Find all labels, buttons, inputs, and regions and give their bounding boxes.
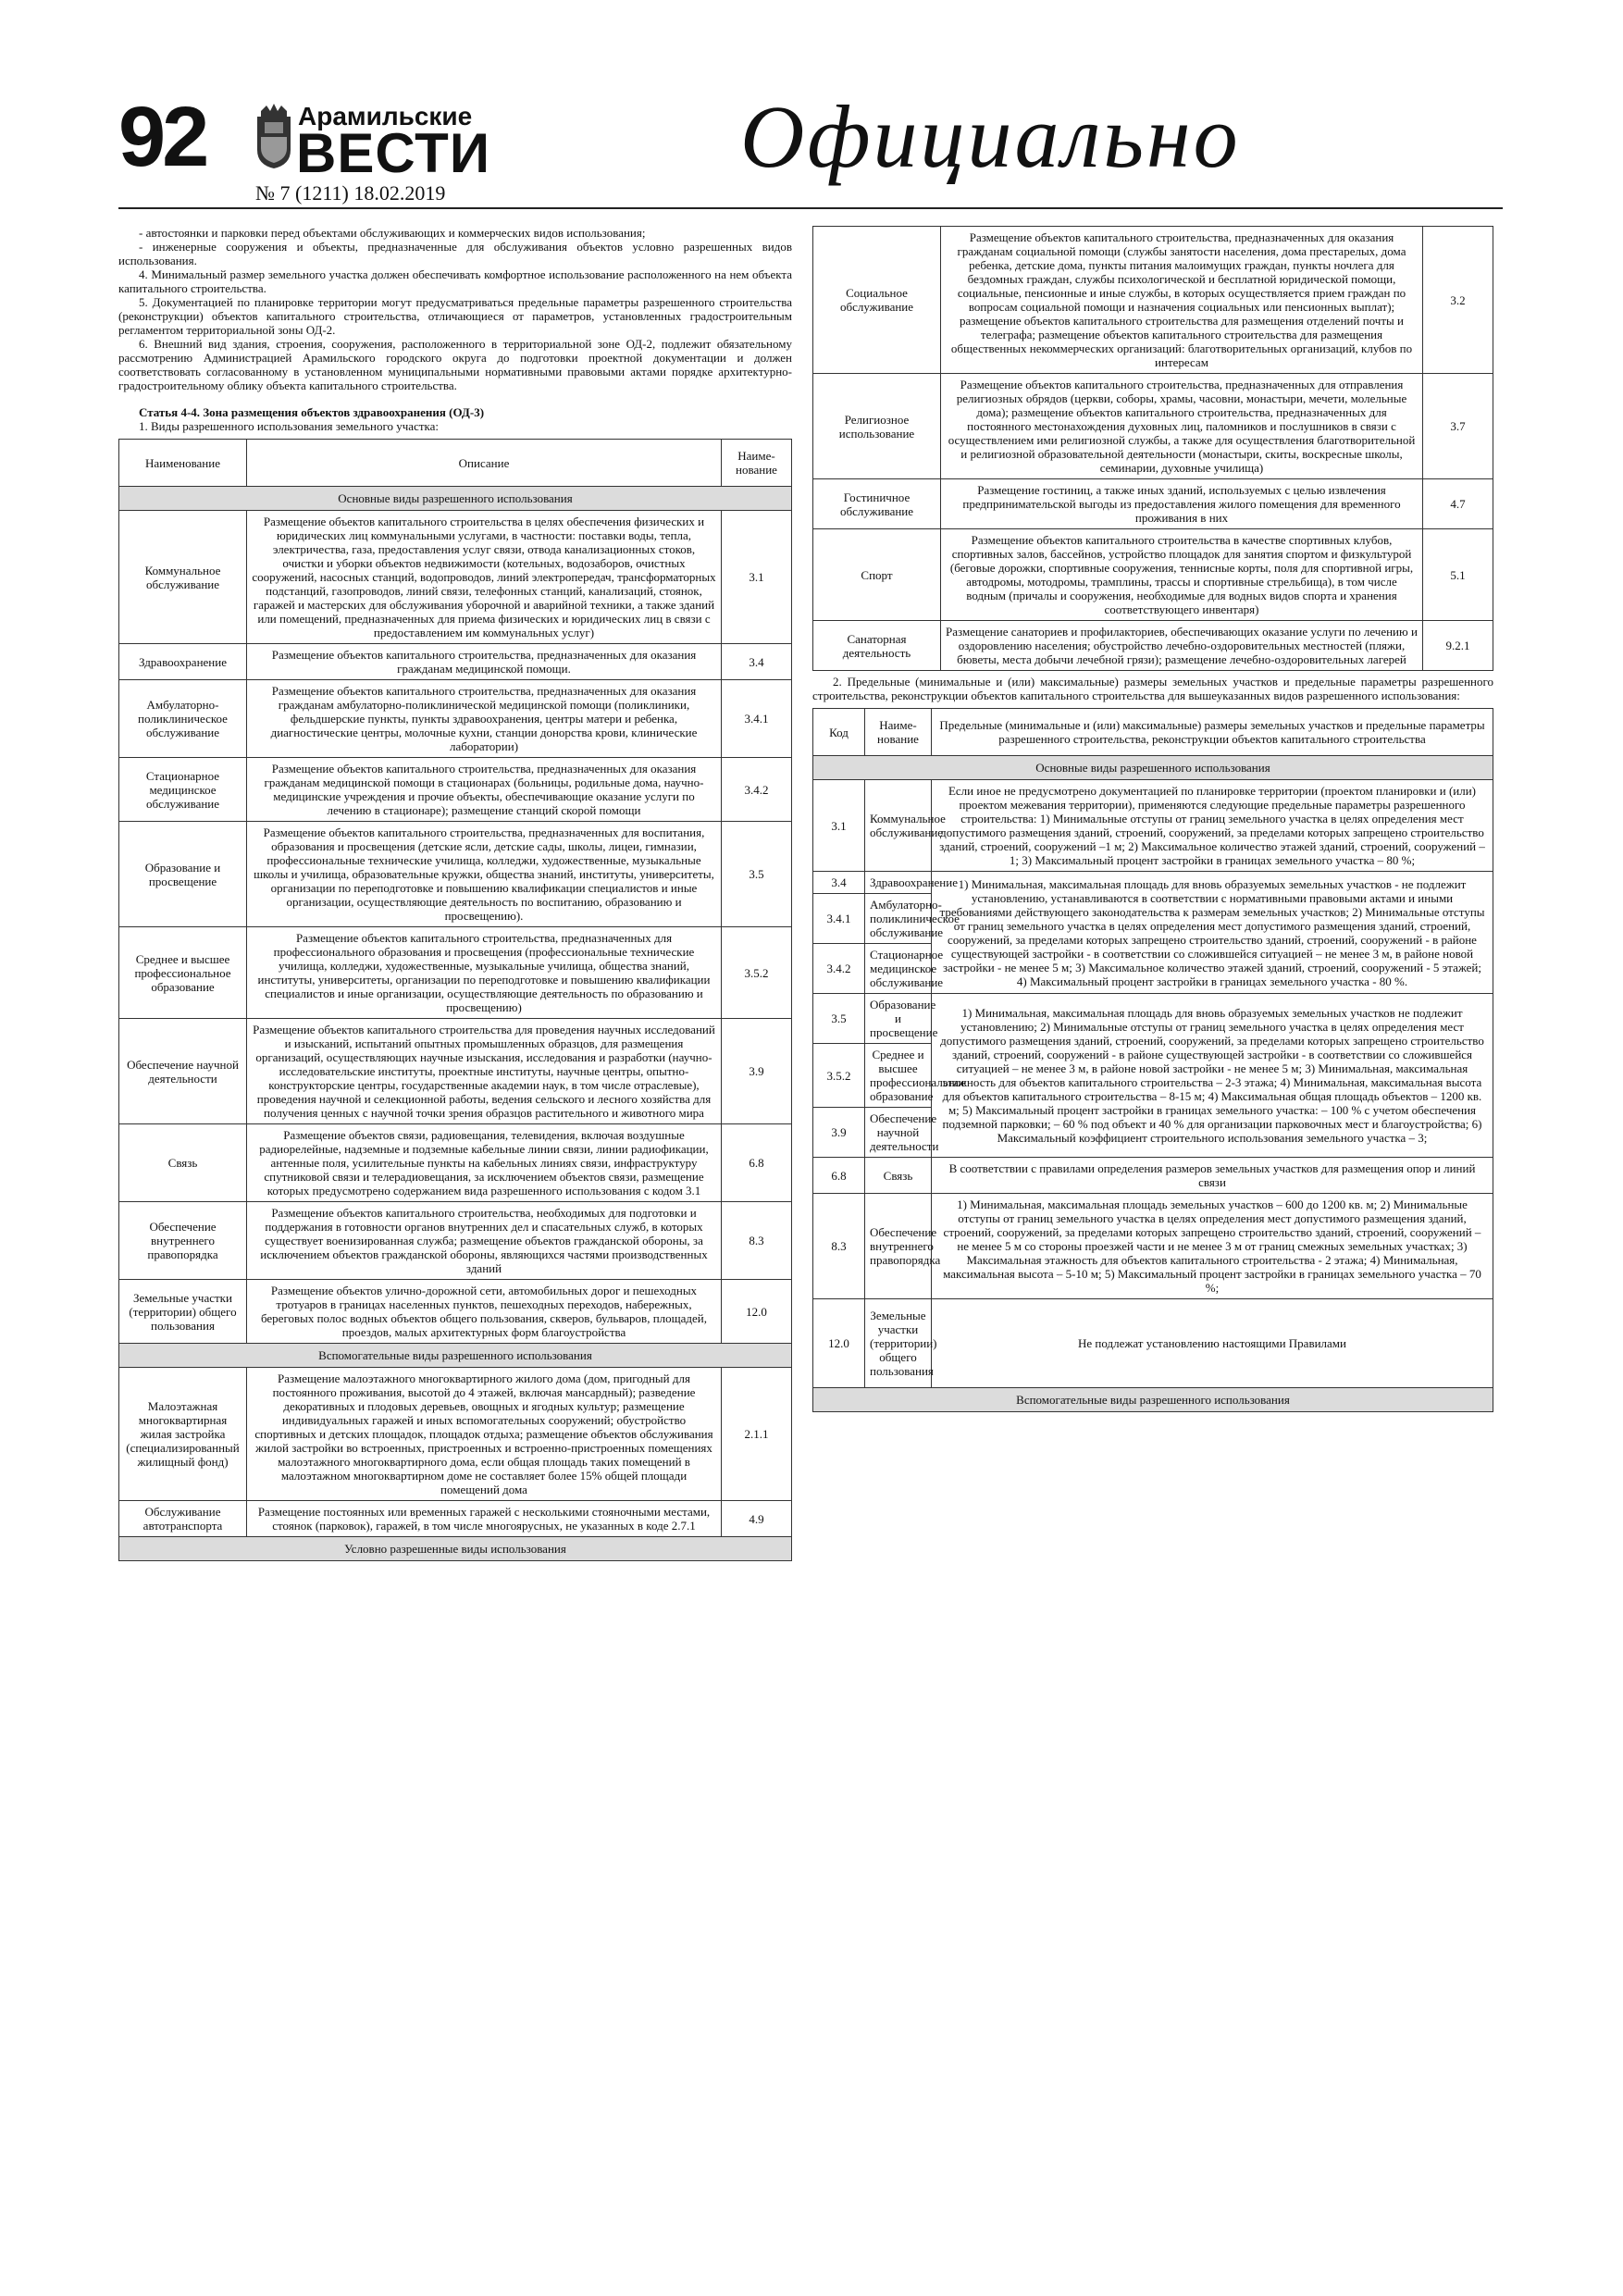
article-subtitle: 1. Виды разрешенного использования земельного участка: bbox=[139, 419, 440, 433]
table-row: Гостиничное обслуживание Размещение гостиниц, а также иных зданий, используемых с целью извлечения предпринимательской выгоды из предоставления жилого помещения для временного проживания в них 4.7 bbox=[813, 479, 1493, 529]
article-title: Статья 4-4. Зона размещения объектов здравоохранения (ОД-3) bbox=[139, 405, 485, 419]
col-header: Наименование bbox=[722, 440, 792, 487]
table-row: Малоэтажная многоквартирная жилая застройка (специализированный жилищный фонд) Размещение малоэтажного многоквартирного жилого дома (дом, пригодный для постоянного проживания, высотой до 4 этажей, включая мансардный); разведение декоративных и плодовых деревьев, овощных и ягодных культур; размещение индивидуальных гаражей и иных вспомогательных сооружений; обустройство спортивных и детских площадок, площадок отдыха; размещение объектов обслуживания жилой застройки во встроенных, пристроенных и встроенно-пристроенных помещениях малоэтажного многоквартирного дома, если общая площадь таких помещений в малоэтажном многоквартирном доме не составляет более 15% общей площади помещений дома 2.1.1 bbox=[119, 1368, 792, 1501]
table-row: Земельные участки (территории) общего пользования Размещение объектов улично-дорожной сети, автомобильных дорог и пешеходных тротуаров в границах населенных пунктов, пешеходных переходов, набережных, береговых полос водных объектов общего пользования, скверов, бульваров, площадей, проездов, малых архитектурных форм благоустройства 12.0 bbox=[119, 1280, 792, 1344]
intro-para: - автостоянки и парковки перед объектами обслуживающих и коммерческих видов использования; bbox=[139, 226, 646, 240]
table-row: Здравоохранение Размещение объектов капитального строительства, предназначенных для оказания гражданам медицинской помощи. 3.4 bbox=[119, 644, 792, 680]
table-row: Связь Размещение объектов связи, радиовещания, телевидения, включая воздушные радиорелейные, надземные и подземные кабельные линии связи, линии радиофикации, антенные поля, усилительные пункты на кабельных линиях связи, инфраструктуру спутниковой связи и телерадиовещания, за исключением объектов связи, размещение которых предусмотрено содержанием вида разрешенного использования с кодом 3.1 6.8 bbox=[119, 1124, 792, 1202]
header-rule bbox=[118, 207, 1503, 209]
left-column bbox=[118, 226, 792, 1561]
logo-top-text: Арамильские bbox=[298, 102, 473, 130]
table-row: Спорт Размещение объектов капитального строительства в качестве спортивных клубов, спортивных залов, бассейнов, устройство площадок для занятия спортом и физкультурой (беговые дорожки, спортивные сооружения, теннисные корты, поля для спортивной игры, автодромы, мотодромы, трамплины, трассы и спортивные стрельбища), в том числе водным (причалы и сооружения, необходимые для водных видов спорта и хранения соответствующего инвентаря) 5.1 bbox=[813, 529, 1493, 621]
table-row: Образование и просвещение Размещение объектов капитального строительства, предназначенных для воспитания, образования и просвещения (детские ясли, детские сады, школы, лицеи, гимназии, профессиональные технические училища, колледжи, художественные, музыкальные школы и училища, образовательные кружки, общества знаний, институты, университеты, организации по переподготовке и повышению квалификации специалистов и иные организации, осуществляющие деятельность по воспитанию, образованию и просвещению). 3.5 bbox=[119, 822, 792, 927]
params-table bbox=[812, 708, 1493, 1412]
intro-para: - инженерные сооружения и объекты, предназначенные для обслуживания объектов условно разрешенных видов использования. bbox=[118, 240, 792, 267]
table-row: Обеспечение научной деятельности Размещение объектов капитального строительства для проведения научных исследований и изысканий, испытаний опытных промышленных образцов, для размещения организаций, осуществляющих научные изыскания, исследования и разработки (научно-исследовательские институты, проектные институты, научные центры, опытно-конструкторские центры, государственные академии наук, в том числе отраслевые), проведения научной и селекционной работы, ведения сельского и лесного хозяйства для получения ценных с научной точки зрения образцов растительного и животного мира 3.9 bbox=[119, 1019, 792, 1124]
col-header: Описание bbox=[247, 440, 722, 487]
section-title: Официально bbox=[740, 87, 1241, 186]
col-header: Наименование bbox=[119, 440, 247, 487]
intro-para: 5. Документацией по планировке территории могут предусматриваться предельные параметры разрешенного строительства (реконструкции) объектов капитального строительства, отличающиеся от параметров, установленных градостроительным регламентом территориальной зоны ОД-2. bbox=[118, 295, 792, 337]
right-column bbox=[812, 226, 1493, 1412]
section-row: Основные виды разрешенного использования bbox=[119, 487, 792, 511]
table-row: 3.4.1 Амбулаторно-поликлиническое обслуживание bbox=[813, 894, 1493, 944]
col-header: Предельные (минимальные и (или) максимальные) размеры земельных участков и предельные параметры разрешенного строительства, реконструкции объектов капитального строительства bbox=[932, 709, 1493, 756]
intro-para: 4. Минимальный размер земельного участка должен обеспечивать комфортное использование расположенного на нем объекта капитального строительства. bbox=[118, 267, 792, 295]
table-header-row bbox=[813, 709, 1493, 756]
uses-table-continued bbox=[812, 226, 1493, 671]
table-row: Стационарное медицинское обслуживание Размещение объектов капитального строительства, предназначенных для оказания гражданам медицинской помощи в стационарах (больницы, родильные дома, научно-медицинские учреждения и прочие объекты, обеспечивающие оказание услуги по лечению в стационаре); размещение станций скорой помощи 3.4.2 bbox=[119, 758, 792, 822]
table-row: Религиозное использование Размещение объектов капитального строительства, предназначенных для отправления религиозных обрядов (церкви, соборы, храмы, часовни, монастыри, мечети, молельные дома); размещение объектов капитального строительства, предназначенных для постоянного местонахождения духовных лиц, паломников и послушников в связи с осуществлением ими религиозной службы, а также для осуществления благотворительной и религиозной образовательной деятельности (монастыри, скиты, воскресные школы, семинарии, духовные училища) 3.7 bbox=[813, 374, 1493, 479]
table-row: 3.5 Образование и просвещение 1) Минимальная, максимальная площадь для вновь образуемых земельных участков не подлежит установлению; 2) Минимальные отступы от границ земельного участка в целях определения мест допустимого размещения зданий, строений, сооружений, за пределами которых запрещено строительство зданий, строений, сооружений - в районе существующей застройки - в соответствии со сложившейся ситуацией – не менее 3 м, в районе новой застройки - не менее 5 м; 3) Минимальная, максимальная этажность для объектов капитального строительства – 2-3 этажа; 4) Минимальная, максимальная высота для объектов капитального строительства – 8-15 м; 4) Максимальная общая площадь объектов – 1200 кв. м; 5) Максимальный процент застройки в границах земельного участка: – 100 % с учетом обеспечения подземной парковки; – 60 % под объект и 40 % для организации парковочных мест и благоустройства; 6) Максимальный коэффициент строительного использования земельного участка – 3; bbox=[813, 994, 1493, 1044]
table-row: 8.3 Обеспечение внутреннего правопорядка 1) Минимальная, максимальная площадь земельных участков – 600 до 1200 кв. м; 2) Минимальные отступы от границ земельного участка в целях определения мест допустимого размещения зданий, строений, сооружений, за пределами которых запрещено строительство зданий, строений, сооружений – не менее 5 м со стороны проезжей части и не менее 3 м от границ смежных земельных участках; 3) Максимальная этажность для объектов капитального строительства - 2 этажа; 4) Минимальная, максимальная высота – 5-10 м; 5) Максимальный процент застройки в границах земельного участка – 70 %; bbox=[813, 1194, 1493, 1299]
col-header: Код bbox=[813, 709, 865, 756]
issue-line: № 7 (1211) 18.02.2019 bbox=[255, 181, 446, 205]
table-row: 3.5.2 Среднее и высшее профессиональное образование bbox=[813, 1044, 1493, 1108]
intro-para: 6. Внешний вид здания, строения, сооружения, расположенного в территориальной зоне ОД-2, подлежит обязательному рассмотрению Администрацией Арамильского городского округа до подготовки проектной документации и должен соответствовать согласованному в установленном муниципальными нормативными правовыми актами порядке архитектурно-градостроительному облику объекта капитального строительства. bbox=[118, 337, 792, 392]
table-row: Социальное обслуживание Размещение объектов капитального строительства, предназначенных для оказания гражданам социальной помощи (службы занятости населения, дома престарелых, дома ребенка, детские дома, пункты питания малоимущих граждан, пункты ночлега для бездомных граждан, службы психологической и бесплатной юридической помощи, социальные, пенсионные и иные службы, в которых осуществляется прием граждан по вопросам социальной помощи и назначения социальных или пенсионных выплат); размещение объектов капитального строительства для размещения отделений почты и телеграфа; размещение объектов капитального строительства для размещения общественных некоммерческих организаций: благотворительных организаций, клубов по интересам 3.2 bbox=[813, 227, 1493, 374]
table-row: Среднее и высшее профессиональное образование Размещение объектов капитального строительства, предназначенных для профессионального образования и просвещения (профессиональные технические училища, колледжи, художественные, музыкальные училища, общества знаний, институты, университеты, организации по переподготовке и повышению квалификации специалистов и иные организации, осуществляющие деятельность по образованию и просвещению) 3.5.2 bbox=[119, 927, 792, 1019]
section-row: Вспомогательные виды разрешенного использования bbox=[119, 1344, 792, 1368]
table-row: Амбулаторно-поликлиническое обслуживание Размещение объектов капитального строительства, предназначенных для оказания гражданам амбулаторно-поликлинической медицинской помощи (поликлиники, фельдшерские пункты, пункты здравоохранения, центры матери и ребенка, диагностические центры, молочные кухни, станции донорства крови, клинические лаборатории) 3.4.1 bbox=[119, 680, 792, 758]
page-header bbox=[0, 0, 1623, 213]
section-row: Основные виды разрешенного использования bbox=[813, 756, 1493, 780]
table-header-row bbox=[119, 440, 792, 487]
uses-table bbox=[118, 439, 792, 1561]
table-row: Санаторная деятельность Размещение санаториев и профилакториев, обеспечивающих оказание услуги по лечению и оздоровлению населения; обустройство лечебно-оздоровительных местностей (пляжи, бюветы, места добычи лечебной грязи); размещение лечебно-оздоровительных лагерей 9.2.1 bbox=[813, 621, 1493, 671]
para-2: 2. Предельные (минимальные и (или) максимальные) размеры земельных участков и предельные параметры разрешенного строительства, реконструкции объектов капитального строительства для вышеуказанных видов разрешенного использования: bbox=[812, 675, 1493, 702]
table-row: 3.4.2 Стационарное медицинское обслуживание bbox=[813, 944, 1493, 994]
table-row: 6.8 Связь В соответствии с правилами определения размеров земельных участков для размещения опор и линий связи bbox=[813, 1158, 1493, 1194]
logo-main-text: ВЕСТИ bbox=[296, 122, 490, 184]
table-row: 3.1 Коммунальное обслуживание Если иное не предусмотрено документацией по планировке территории (проектом планировки и (или) проектом межевания территории), применяются следующие предельные параметры разрешенного строительства: 1) Минимальные отступы от границ земельного участка в целях определения мест допустимого размещения зданий, строений, сооружений, за пределами которых запрещено строительство зданий, строений, сооружений –1 м; 2) Максимальное количество этажей зданий, строений, сооружений – 1; 3) Максимальный процент застройки в границах земельного участка – 80 %; bbox=[813, 780, 1493, 872]
coat-of-arms-icon bbox=[254, 104, 294, 170]
col-header: Наименование bbox=[865, 709, 932, 756]
table-row: 3.9 Обеспечение научной деятельности bbox=[813, 1108, 1493, 1158]
table-row: Коммунальное обслуживание Размещение объектов капитального строительства в целях обеспечения физических и юридических лиц коммунальными услугами, в частности: поставки воды, тепла, электричества, газа, предоставления услуг связи, отвода канализационных стоков, очистки и уборки объектов недвижимости (котельных, водозаборов, очистных сооружений, насосных станций, водопроводов, линий электропередач, трансформаторных подстанций, газопроводов, линий связи, телефонных станций, канализаций, стоянок, гаражей и мастерских для обслуживания уборочной и аварийной техники, а также зданий или помещений, предназначенных для приема физических и юридических лиц в связи с предоставлением им коммунальных услуг) 3.1 bbox=[119, 511, 792, 644]
page-number: 92 bbox=[118, 90, 206, 184]
table-row: 12.0 Земельные участки (территории) общего пользования Не подлежат установлению настоящими Правилами bbox=[813, 1299, 1493, 1388]
table-row: Обслуживание автотранспорта Размещение постоянных или временных гаражей с несколькими стояночными местами, стоянок (парковок), гаражей, в том числе многоярусных, не указанных в коде 2.7.1 4.9 bbox=[119, 1501, 792, 1537]
section-row: Вспомогательные виды разрешенного использования bbox=[813, 1388, 1493, 1412]
section-row: Условно разрешенные виды использования bbox=[119, 1537, 792, 1561]
table-row: 3.4 Здравоохранение 1) Минимальная, максимальная площадь для вновь образуемых земельных участков - не подлежит установлению, устанавливаются в соответствии с нормативными правовыми актами и иными требованиями действующего законодательства к размерам земельных участков; 2) Минимальные отступы от границ земельного участка в целях определения мест допустимого размещения зданий, строений, сооружений, за пределами которых запрещено строительство зданий, строений, сооружений - в районе существующей застройки - в соответствии со сложившейся ситуацией – не менее 3 м, в районе новой застройки - не менее 5 м; 3) Максимальное количество этажей зданий, строений, сооружений - 5 этажей; 4) Максимальный процент застройки в границах земельного участка - 80 %. bbox=[813, 872, 1493, 894]
table-row: Обеспечение внутреннего правопорядка Размещение объектов капитального строительства, необходимых для подготовки и поддержания в готовности органов внутренних дел и спасательных служб, в которых существует военизированная служба; размещение объектов гражданской обороны, за исключением объектов гражданской обороны, являющихся частями производственных зданий 8.3 bbox=[119, 1202, 792, 1280]
